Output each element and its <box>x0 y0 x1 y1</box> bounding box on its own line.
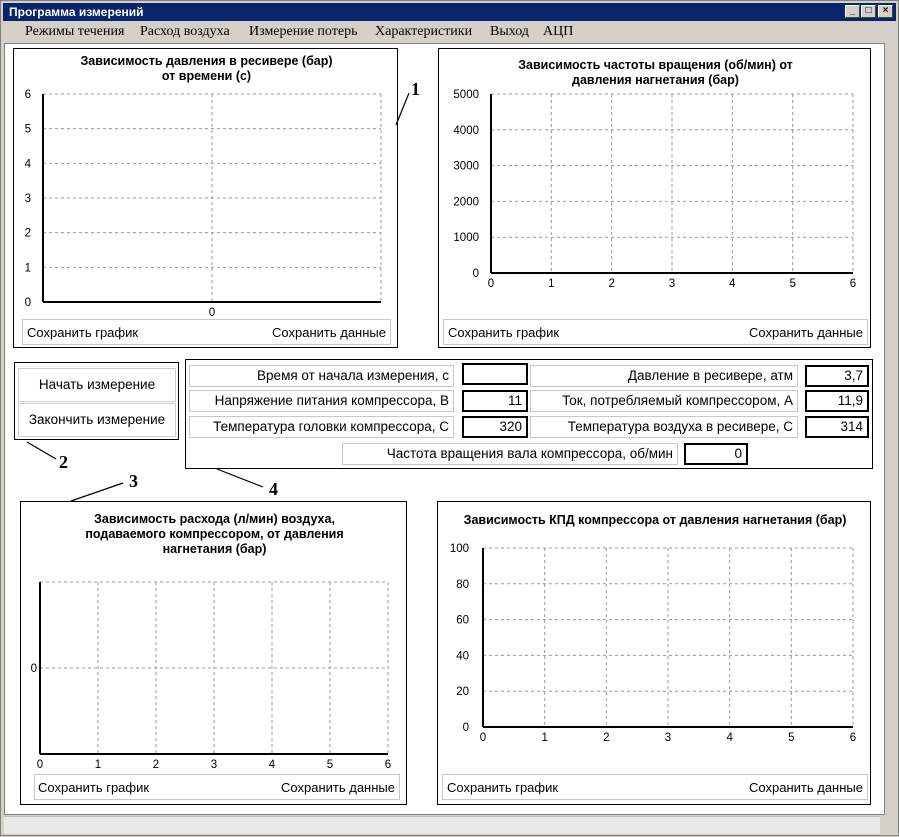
x-tick-label: 6 <box>849 278 857 290</box>
save-data-button[interactable]: Сохранить данные <box>749 780 863 795</box>
x-tick-label: 0 <box>208 307 216 319</box>
x-tick-label: 6 <box>849 732 857 744</box>
x-tick-label: 5 <box>789 278 796 290</box>
x-tick-label: 4 <box>726 732 733 744</box>
chart-title-line: давления нагнетания (бар) <box>572 73 739 87</box>
rpm-value: 0 <box>684 443 748 465</box>
chart-panel-rpm-pressure <box>438 48 871 348</box>
x-tick-label: 5 <box>788 732 795 744</box>
y-tick-label: 20 <box>456 686 469 699</box>
y-tick-label: 4000 <box>453 124 479 137</box>
menu-bar <box>3 22 896 42</box>
x-tick-label: 0 <box>36 759 44 771</box>
y-tick-label: 0 <box>472 268 479 280</box>
x-tick-label: 3 <box>668 278 676 290</box>
chart-title-line: нагнетания (бар) <box>162 542 267 556</box>
y-tick-label: 3000 <box>453 160 479 173</box>
y-tick-label: 6 <box>24 89 31 101</box>
y-tick-label: 3 <box>24 193 31 205</box>
x-tick-label: 5 <box>326 759 334 771</box>
menu-air-flow[interactable]: Расход воздуха <box>140 24 230 39</box>
x-tick-label: 2 <box>603 732 610 744</box>
x-tick-label: 0 <box>487 278 495 290</box>
y-tick-label: 0 <box>462 722 469 734</box>
y-tick-label: 5000 <box>453 89 479 101</box>
pressure-value: 3,7 <box>805 365 869 387</box>
title-bar[interactable] <box>3 3 896 21</box>
vertical-scrollbar[interactable] <box>885 43 896 815</box>
button-bar <box>442 774 868 800</box>
y-tick-label: 4 <box>24 158 31 171</box>
save-chart-button[interactable]: Сохранить график <box>27 325 139 340</box>
plot-efficiency-pressure <box>438 502 872 806</box>
annotation-3: 3 <box>129 471 138 491</box>
voltage-label: Напряжение питания компрессора, В <box>189 390 454 412</box>
maximize-button[interactable]: □ <box>861 5 876 18</box>
chart-panel-flow-pressure <box>20 501 407 805</box>
voltage-value: 11 <box>462 390 528 412</box>
current-value: 11,9 <box>805 390 869 412</box>
y-tick-label: 0 <box>30 663 37 675</box>
x-tick-label: 2 <box>608 278 615 290</box>
chart-title-line: подаваемого компрессором, от давления <box>85 527 344 541</box>
chart-title-line: Зависимость расхода (л/мин) воздуха, <box>94 512 335 526</box>
y-tick-label: 1 <box>24 262 31 275</box>
air-temperature-value: 314 <box>805 416 869 438</box>
x-tick-label: 4 <box>268 759 276 771</box>
time-label: Время от начала измерения, с <box>189 365 454 387</box>
minimize-button[interactable]: _ <box>845 5 860 18</box>
rpm-label: Частота вращения вала компрессора, об/мин <box>342 443 678 465</box>
x-tick-label: 1 <box>94 759 102 771</box>
save-data-button[interactable]: Сохранить данные <box>281 780 395 795</box>
chart-title-line: от времени (с) <box>161 69 252 83</box>
annotation-2: 2 <box>59 452 68 472</box>
chart-title-line: Зависимость частоты вращения (об/мин) от <box>518 58 793 72</box>
annotation-1: 1 <box>411 79 420 99</box>
chart-title-line: Зависимость КПД компрессора от давления нагнетания (бар) <box>463 513 847 527</box>
chart-panel-efficiency-pressure <box>437 501 871 805</box>
plot-pressure-time <box>14 49 399 349</box>
menu-loss-measurement[interactable]: Измерение потерь <box>249 24 358 39</box>
current-label: Ток, потребляемый компрессором, А <box>530 390 798 412</box>
button-bar <box>443 319 868 345</box>
y-tick-label: 60 <box>456 614 469 627</box>
button-bar <box>34 774 400 800</box>
stop-measurement-button[interactable]: Закончить измерение <box>18 403 176 437</box>
plot-rpm-pressure <box>439 49 872 349</box>
pressure-label: Давление в ресивере, атм <box>530 365 798 387</box>
y-tick-label: 2 <box>24 227 31 240</box>
menu-characteristics[interactable]: Характеристики <box>375 24 473 39</box>
button-bar <box>22 319 391 345</box>
measurement-control-panel <box>14 362 179 440</box>
start-measurement-button[interactable]: Начать измерение <box>18 368 176 402</box>
x-tick-label: 1 <box>548 278 555 290</box>
save-chart-button[interactable]: Сохранить график <box>38 780 150 795</box>
x-tick-label: 3 <box>664 732 672 744</box>
y-tick-label: 80 <box>456 578 469 591</box>
head-temperature-value: 320 <box>462 416 528 438</box>
readouts-panel <box>185 359 873 469</box>
y-tick-label: 0 <box>24 297 31 309</box>
y-tick-label: 40 <box>456 650 469 663</box>
menu-flow-modes[interactable]: Режимы течения <box>25 24 125 39</box>
window-title: Программа измерений <box>9 5 144 19</box>
x-tick-label: 4 <box>729 278 736 290</box>
close-button[interactable]: × <box>878 5 893 18</box>
plot-flow-pressure <box>21 502 408 806</box>
y-tick-label: 2000 <box>453 196 479 209</box>
resize-grip-icon[interactable] <box>880 816 896 833</box>
air-temperature-label: Температура воздуха в ресивере, С <box>530 416 798 438</box>
x-tick-label: 3 <box>210 759 218 771</box>
y-tick-label: 100 <box>449 543 469 555</box>
time-value <box>462 363 528 385</box>
chart-panel-pressure-time <box>13 48 398 348</box>
chart-title-line: Зависимость давления в ресивере (бар) <box>80 54 333 68</box>
y-tick-label: 5 <box>24 123 31 136</box>
x-tick-label: 2 <box>152 759 160 771</box>
y-tick-label: 1000 <box>453 232 479 245</box>
x-tick-label: 6 <box>384 759 392 771</box>
head-temperature-label: Температура головки компрессора, С <box>189 416 454 438</box>
menu-adc[interactable]: АЦП <box>543 24 574 39</box>
save-data-button[interactable]: Сохранить данные <box>272 325 386 340</box>
x-tick-label: 1 <box>541 732 548 744</box>
horizontal-scrollbar[interactable] <box>4 816 880 834</box>
x-tick-label: 0 <box>479 732 487 744</box>
save-chart-button[interactable]: Сохранить график <box>447 780 559 795</box>
menu-exit[interactable]: Выход <box>490 24 529 39</box>
save-chart-button[interactable]: Сохранить график <box>448 325 560 340</box>
save-data-button[interactable]: Сохранить данные <box>749 325 863 340</box>
annotation-4: 4 <box>269 479 278 499</box>
